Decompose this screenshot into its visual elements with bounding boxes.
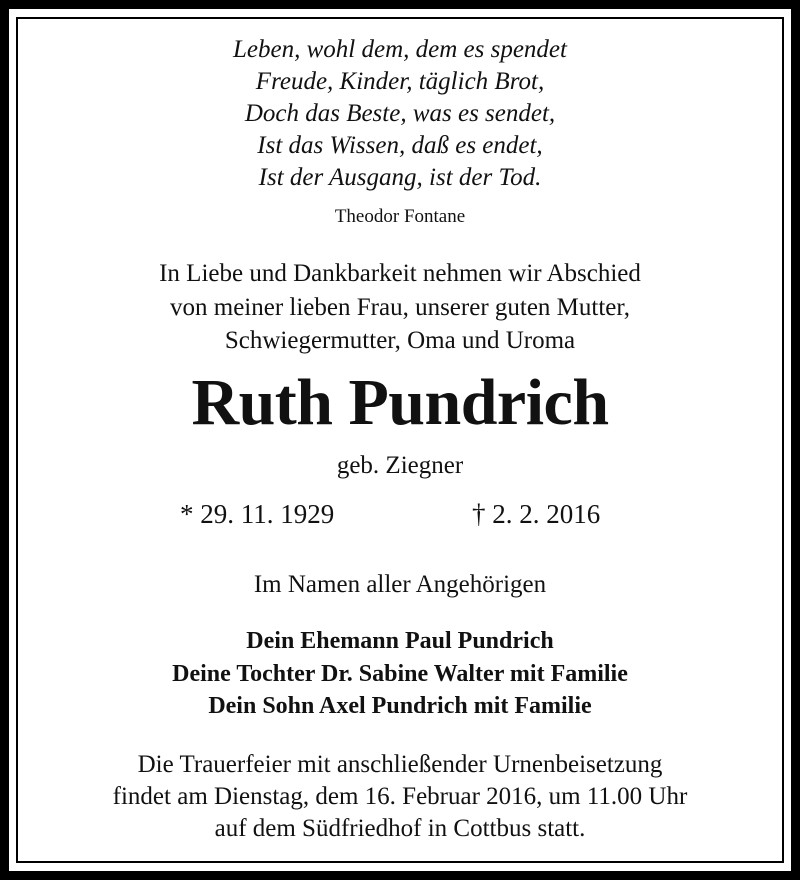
service-line: auf dem Südfriedhof in Cottbus statt.: [214, 815, 586, 842]
birth-date: * 29. 11. 1929: [180, 499, 335, 529]
deceased-name: Ruth Pundrich: [191, 366, 609, 439]
birth-name: geb. Ziegner: [336, 452, 464, 479]
family-member: Dein Ehemann Paul Pundrich: [246, 628, 554, 654]
death-date: † 2. 2. 2016: [472, 499, 601, 529]
poem-author: Theodor Fontane: [334, 206, 466, 227]
family-member: Dein Sohn Axel Pundrich mit Familie: [208, 693, 592, 719]
intro-line: Schwiegermutter, Oma und Uroma: [224, 327, 576, 354]
service-line: Die Trauerfeier mit anschließender Urnenbeisetzung: [137, 751, 663, 778]
family-member: Deine Tochter Dr. Sabine Walter mit Familie: [172, 661, 628, 687]
service-line: findet am Dienstag, dem 16. Februar 2016, um 11.00 Uhr: [112, 783, 688, 810]
intro-line: von meiner lieben Frau, unserer guten Mutter,: [170, 294, 630, 321]
poem-line: Doch das Beste, was es sendet,: [244, 100, 556, 127]
poem-line: Ist der Ausgang, ist der Tod.: [258, 164, 542, 191]
poem-line: Ist das Wissen, daß es endet,: [257, 132, 543, 159]
signoff: Im Namen aller Angehörigen: [253, 571, 547, 598]
intro-line: In Liebe und Dankbarkeit nehmen wir Abschied: [159, 260, 641, 287]
poem-line: Freude, Kinder, täglich Brot,: [255, 68, 545, 95]
poem-line: Leben, wohl dem, dem es spendet: [233, 36, 567, 63]
